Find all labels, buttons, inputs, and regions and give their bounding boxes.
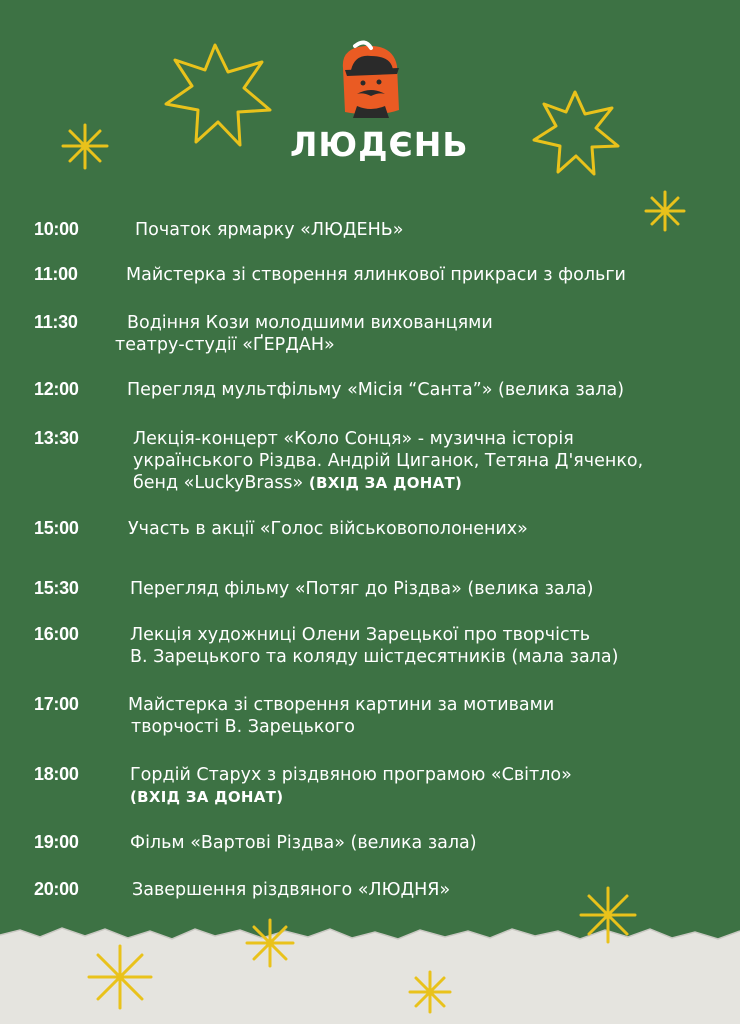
event-description: Початок ярмарку «ЛЮДЕНЬ» [135,220,404,240]
event-time: 12:00 [34,379,79,399]
event-description: Водіння Кози молодшими вихованцями театру-студії «ҐЕРДАН» [115,313,493,355]
event-description: Гордій Старух з різдвяною програмою «Світло» (ВХІД ЗА ДОНАТ) [130,765,572,806]
donation-entry-tag: (ВХІД ЗА ДОНАТ) [130,788,284,806]
event-description: Перегляд мультфільму «Місія “Санта”» (велика зала) [127,380,625,400]
donation-entry-tag: (ВХІД ЗА ДОНАТ) [308,474,463,492]
event-description: Лекція-концерт «Коло Сонця» - музична історія українського Різдва. Андрій Циганок, Тетяна Д'яченко, бенд «LuckyBrass» (ВХІД ЗА ДОНАТ) [133,429,644,493]
event-time: 17:00 [34,694,79,714]
event-time: 11:30 [34,312,78,332]
event-description: Лекція художниці Олени Зарецької про творчість В. Зарецького та коляду шістдесятників (мала зала) [130,625,619,667]
logo [290,40,469,175]
event-description: Перегляд фільму «Потяг до Різдва» (велика зала) [130,579,594,599]
logo-text: ЛЮДЄНЬ [290,125,469,164]
event-time: 11:00 [34,264,78,284]
event-time: 16:00 [34,624,79,644]
event-time: 10:00 [34,219,79,239]
event-time: 20:00 [34,879,79,899]
event-time: 15:30 [34,578,79,598]
event-time: 19:00 [34,832,79,852]
event-description: Участь в акції «Голос військовополонених» [128,519,528,539]
event-time: 18:00 [34,764,79,784]
event-description: Майстерка зі створення картини за мотивами творчості В. Зарецького [128,695,555,737]
event-time: 15:00 [34,518,79,538]
event-time: 13:30 [34,428,79,448]
event-description: Фільм «Вартові Різдва» (велика зала) [130,833,477,853]
cossack-face-logo-icon [335,40,405,120]
event-description: Майстерка зі створення ялинкової прикраси з фольги [126,265,626,285]
event-description: Завершення різдвяного «ЛЮДНЯ» [132,880,451,900]
